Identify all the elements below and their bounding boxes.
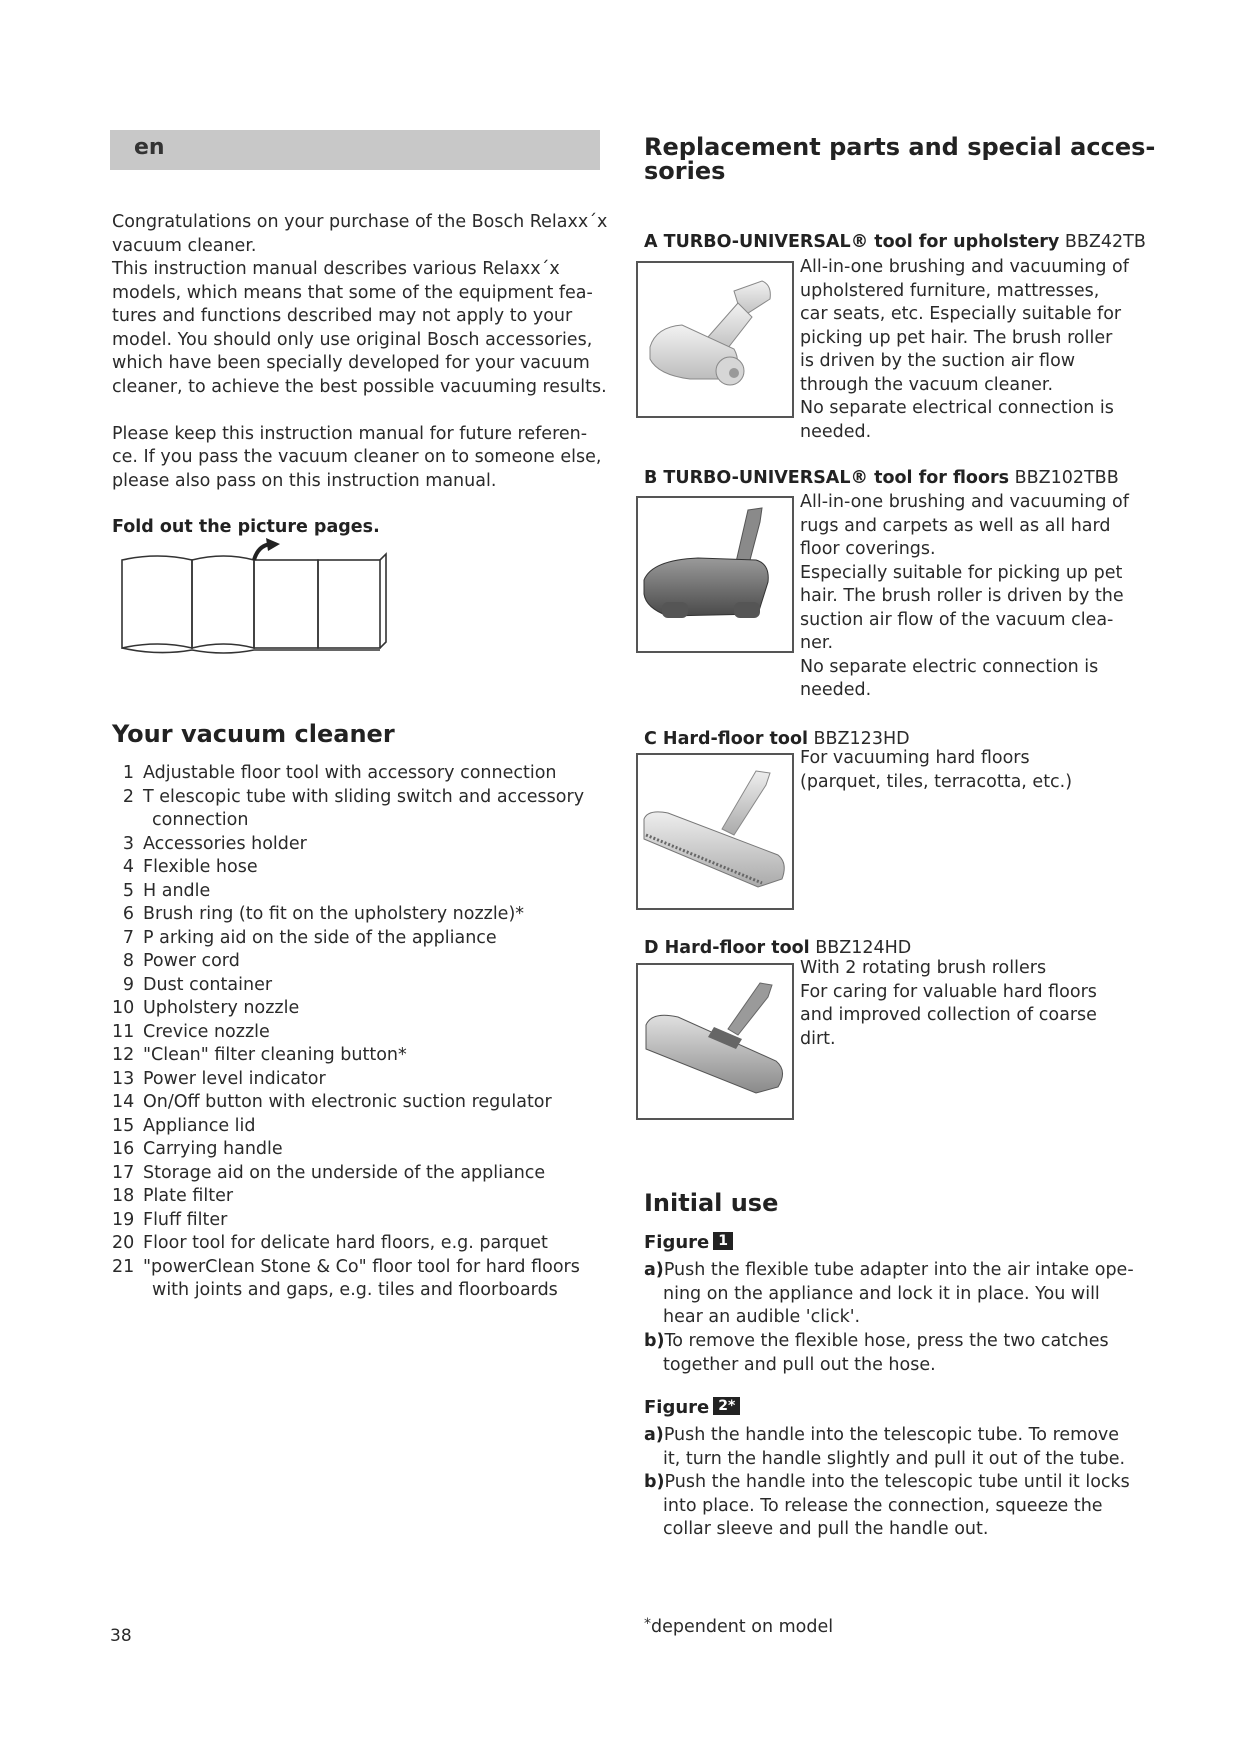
- figure-2-step-b: [644, 1471, 1134, 1542]
- item-text: Upholstery nozzle: [143, 998, 300, 1018]
- footnote: [644, 1616, 833, 1637]
- item-number: 12: [112, 1045, 135, 1065]
- step-text: To remove the flexible hose, press the two catches: [664, 1331, 1109, 1351]
- vacuum-part-item: [112, 950, 612, 974]
- item-text-continued: with joints and gaps, e.g. tiles and floorboards: [152, 1280, 558, 1300]
- step-label: a): [644, 1425, 664, 1445]
- desc-line: All-in-one brushing and vacuuming of: [800, 257, 1129, 277]
- intro-line: Congratulations on your purchase of the Bosch Relaxx´x: [112, 212, 608, 232]
- vacuum-part-item: [112, 927, 612, 951]
- item-text: H andle: [143, 880, 211, 901]
- desc-line: and improved collection of coarse: [800, 1005, 1097, 1025]
- desc-line: All-in-one brushing and vacuuming of: [800, 492, 1129, 512]
- vacuum-part-item: [112, 856, 612, 880]
- vacuum-part-item: [112, 786, 612, 833]
- step-text: together and pull out the hose.: [663, 1354, 936, 1375]
- desc-line: needed.: [800, 680, 872, 700]
- step-text: into place. To release the connection, squeeze the: [663, 1495, 1103, 1516]
- vacuum-part-item: [112, 997, 612, 1021]
- desc-line: No separate electrical connection is: [800, 398, 1114, 418]
- footnote-marker: *: [644, 1616, 651, 1632]
- figure-1-step-b: [644, 1330, 1134, 1377]
- item-text: Flexible hose: [143, 857, 258, 877]
- item-number: 14: [112, 1092, 135, 1112]
- step-label: a): [644, 1260, 664, 1280]
- item-text-continued: connection: [152, 810, 249, 830]
- item-number: 16: [112, 1139, 135, 1159]
- figure-1-step-a: [644, 1259, 1134, 1330]
- item-number: 6: [122, 904, 134, 924]
- item-number: 4: [122, 857, 134, 877]
- item-number: 3: [122, 833, 134, 854]
- item-text: On/Off button with electronic suction regulator: [143, 1092, 552, 1112]
- item-text: T elescopic tube with sliding switch and accessory: [143, 786, 585, 807]
- vacuum-part-item: [112, 880, 612, 904]
- item-text: Storage aid on the underside of the appliance: [143, 1162, 546, 1183]
- accessory-code: BBZ123HD: [813, 729, 910, 749]
- intro-line: model. You should only use original Bosch accessories,: [112, 329, 593, 350]
- fold-out-note: Fold out the picture pages.: [112, 517, 380, 537]
- accessory-code: BBZ102TBB: [1014, 468, 1119, 488]
- vacuum-part-item: [112, 762, 612, 786]
- accessory-label: A TURBO-UNIVERSAL® tool for upholstery: [644, 232, 1060, 252]
- desc-line: For caring for valuable hard floors: [800, 981, 1097, 1002]
- footnote-text: dependent on model: [651, 1617, 834, 1637]
- item-text: Carrying handle: [143, 1139, 283, 1159]
- item-text: Adjustable floor tool with accessory connection: [143, 763, 557, 783]
- language-code: en: [134, 135, 165, 160]
- item-text: Power cord: [143, 951, 240, 971]
- accessory-label: C Hard-floor tool: [644, 729, 808, 749]
- fold-out-pages-illustration: [118, 538, 390, 660]
- hard-floor-tool-c-image: [636, 753, 794, 910]
- item-text: Floor tool for delicate hard floors, e.g. parquet: [143, 1233, 548, 1253]
- accessory-b-title: [644, 467, 1119, 489]
- item-number: 9: [122, 974, 134, 995]
- replacement-title-line: Replacement parts and special acces-: [644, 133, 1156, 161]
- figure-1-heading: [644, 1232, 733, 1253]
- step-text: Push the handle into the telescopic tube until it locks: [664, 1472, 1130, 1492]
- intro-line: tures and functions described may not apply to your: [112, 306, 573, 326]
- item-text: Appliance lid: [143, 1115, 256, 1136]
- step-text: Push the handle into the telescopic tube. To remove: [663, 1425, 1120, 1445]
- step-text: hear an audible 'click'.: [663, 1307, 861, 1327]
- vacuum-part-item: [112, 1068, 612, 1092]
- intro-line: models, which means that some of the equipment fea-: [112, 282, 593, 303]
- item-text: "powerClean Stone & Co" floor tool for hard floors: [143, 1256, 580, 1277]
- vacuum-part-item: [112, 1162, 612, 1186]
- item-number: 2: [122, 786, 134, 807]
- your-vacuum-title: Your vacuum cleaner: [112, 720, 395, 748]
- turbo-floor-tool-image: [636, 496, 794, 653]
- item-number: 15: [112, 1115, 135, 1136]
- figure-number-badge: 1: [713, 1232, 733, 1250]
- desc-line: car seats, etc. Especially suitable for: [800, 304, 1122, 324]
- accessory-label: B TURBO-UNIVERSAL® tool for floors: [644, 468, 1010, 488]
- desc-line: No separate electric connection is: [800, 656, 1099, 677]
- item-text: "Clean" filter cleaning button*: [143, 1045, 407, 1065]
- replacement-title: [644, 135, 1155, 183]
- item-number: 1: [122, 763, 134, 783]
- figure-label: Figure: [644, 1232, 710, 1253]
- desc-line: needed.: [800, 421, 872, 442]
- vacuum-part-item: [112, 1044, 612, 1068]
- item-text: Plate filter: [143, 1186, 234, 1206]
- item-text: Fluff filter: [143, 1209, 228, 1230]
- intro-line: vacuum cleaner.: [112, 235, 257, 256]
- replacement-title-line: sories: [644, 157, 726, 185]
- step-text: collar sleeve and pull the handle out.: [663, 1519, 989, 1539]
- desc-line: through the vacuum cleaner.: [800, 374, 1054, 395]
- vacuum-part-item: [112, 1115, 612, 1139]
- accessory-label: D Hard-floor tool: [644, 938, 810, 958]
- figure-2-step-a: [644, 1424, 1134, 1471]
- vacuum-part-item: [112, 1232, 612, 1256]
- step-label: b): [644, 1472, 665, 1492]
- vacuum-part-item: [112, 903, 612, 927]
- step-text: it, turn the handle slightly and pull it out of the tube.: [663, 1448, 1126, 1469]
- item-number: 11: [112, 1021, 135, 1042]
- initial-use-title: Initial use: [644, 1189, 779, 1217]
- figure-2-heading: [644, 1397, 740, 1418]
- turbo-upholstery-tool-image: [636, 261, 794, 418]
- vacuum-part-item: [112, 974, 612, 998]
- item-text: Power level indicator: [143, 1068, 326, 1089]
- vacuum-part-item: [112, 1021, 612, 1045]
- desc-line: With 2 rotating brush rollers: [800, 958, 1047, 978]
- accessory-code: BBZ42TB: [1064, 232, 1146, 252]
- item-number: 5: [122, 880, 134, 901]
- desc-line: rugs and carpets as well as all hard: [800, 515, 1111, 536]
- hard-floor-tool-d-image: [636, 963, 794, 1120]
- accessory-a-title: [644, 231, 1146, 253]
- vacuum-part-item: [112, 1209, 612, 1233]
- item-number: 7: [122, 927, 134, 948]
- vacuum-part-item: [112, 1185, 612, 1209]
- item-number: 21: [112, 1256, 135, 1277]
- item-number: 10: [112, 998, 135, 1018]
- intro-line: please also pass on this instruction manual.: [112, 470, 497, 491]
- desc-line: ner.: [800, 633, 834, 653]
- accessory-d-description: [800, 957, 1097, 1051]
- desc-line: upholstered furniture, mattresses,: [800, 280, 1100, 301]
- intro-line: This instruction manual describes various Relaxx´x: [112, 259, 560, 279]
- desc-line: floor coverings.: [800, 539, 936, 559]
- item-number: 8: [122, 951, 134, 971]
- intro-text: [112, 211, 612, 493]
- item-text: Brush ring (to fit on the upholstery nozzle)*: [143, 904, 525, 924]
- vacuum-part-item: [112, 1256, 612, 1303]
- desc-line: For vacuuming hard floors: [800, 748, 1030, 768]
- item-number: 13: [112, 1068, 135, 1089]
- intro-line: cleaner, to achieve the best possible vacuuming results.: [112, 376, 607, 397]
- desc-line: hair. The brush roller is driven by the: [800, 586, 1124, 606]
- desc-line: suction air flow of the vacuum clea-: [800, 609, 1114, 630]
- item-text: Crevice nozzle: [143, 1021, 270, 1042]
- page-number: 38: [110, 1626, 132, 1646]
- intro-line: ce. If you pass the vacuum cleaner on to someone else,: [112, 447, 602, 467]
- desc-line: is driven by the suction air flow: [800, 351, 1076, 371]
- desc-line: Especially suitable for picking up pet: [800, 562, 1123, 583]
- step-text: ning on the appliance and lock it in place. You will: [663, 1283, 1100, 1304]
- item-text: Dust container: [143, 974, 273, 995]
- language-tab: [110, 130, 600, 170]
- step-text: Push the flexible tube adapter into the air intake ope-: [663, 1260, 1134, 1280]
- accessory-c-description: [800, 747, 1072, 794]
- accessory-b-description: [800, 491, 1129, 703]
- item-number: 17: [112, 1162, 135, 1183]
- vacuum-part-item: [112, 1091, 612, 1115]
- vacuum-part-item: [112, 1138, 612, 1162]
- desc-line: dirt.: [800, 1028, 836, 1049]
- desc-line: (parquet, tiles, terracotta, etc.): [800, 771, 1073, 792]
- figure-label: Figure: [644, 1397, 710, 1418]
- step-label: b): [644, 1331, 665, 1351]
- intro-line: Please keep this instruction manual for future referen-: [112, 423, 588, 444]
- accessory-a-description: [800, 256, 1129, 444]
- item-number: 20: [112, 1233, 135, 1253]
- desc-line: picking up pet hair. The brush roller: [800, 327, 1113, 348]
- item-number: 18: [112, 1186, 135, 1206]
- accessory-code: BBZ124HD: [815, 938, 912, 958]
- accessory-d-title: [644, 937, 911, 959]
- intro-line: which have been specially developed for your vacuum: [112, 353, 590, 373]
- vacuum-part-item: [112, 833, 612, 857]
- item-text: P arking aid on the side of the appliance: [143, 927, 497, 948]
- item-text: Accessories holder: [143, 833, 307, 854]
- figure-number-badge: 2*: [713, 1397, 740, 1415]
- item-number: 19: [112, 1209, 135, 1230]
